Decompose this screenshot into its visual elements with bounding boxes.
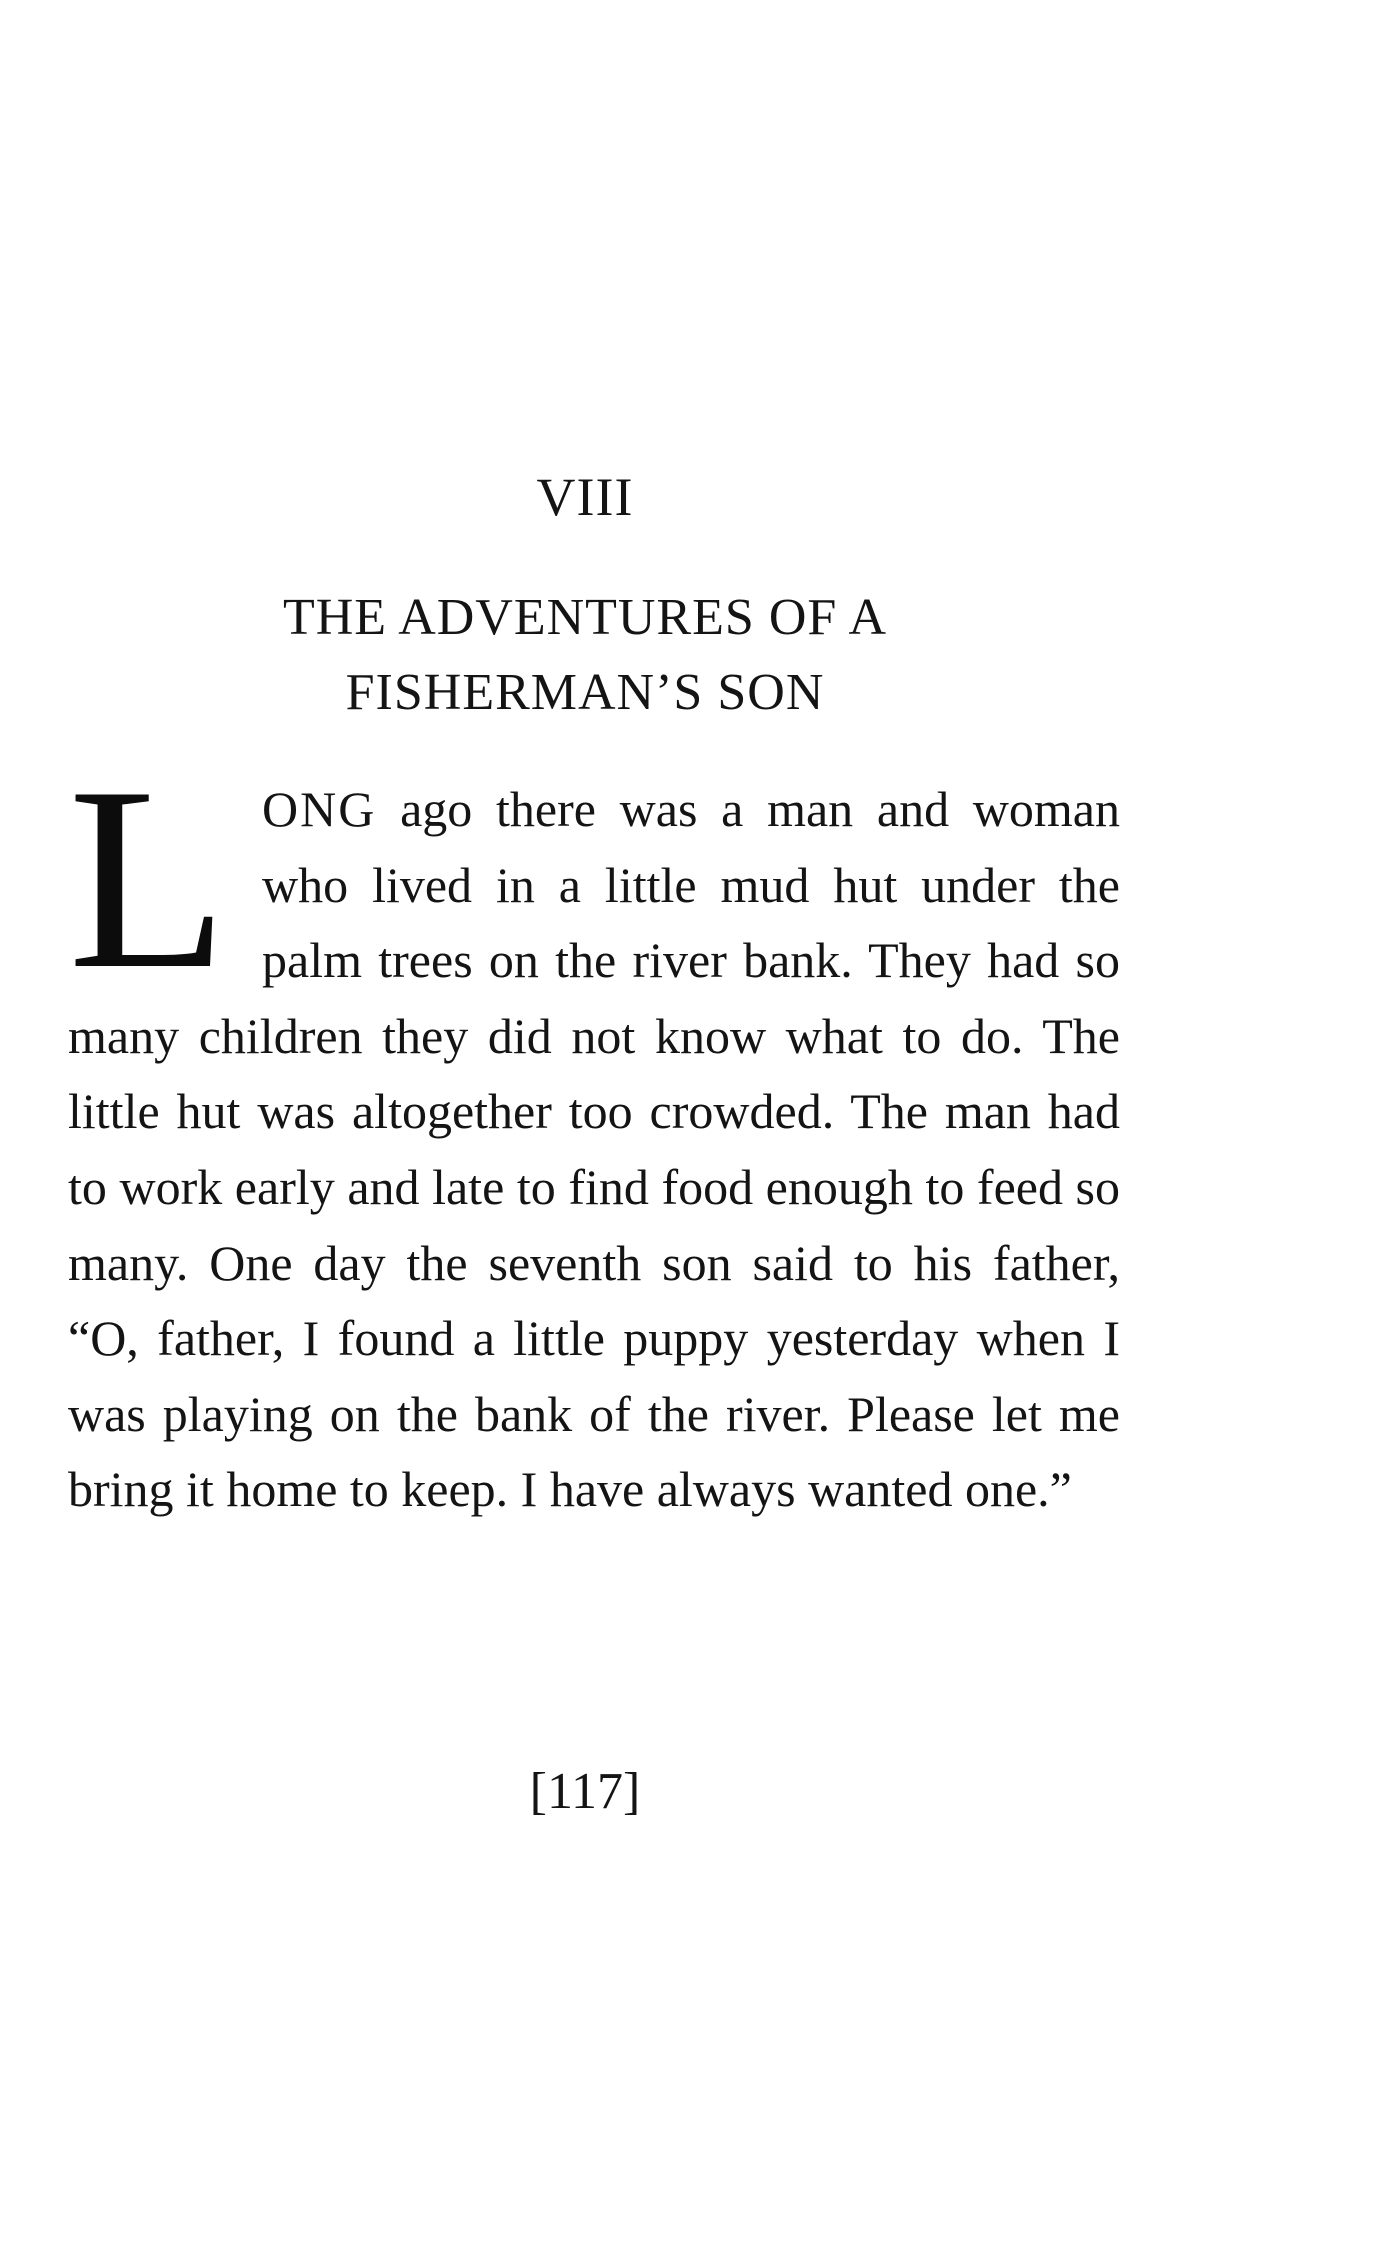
- page-number: [117]: [529, 1763, 641, 1820]
- chapter-title-line-2: FISHERMAN’S SON: [345, 664, 825, 721]
- chapter-title: [120, 580, 1050, 730]
- body-paragraph: [68, 733, 1120, 1528]
- chapter-title-line-1: THE ADVENTURES OF A: [282, 589, 888, 646]
- chapter-number: VIII: [536, 467, 634, 527]
- paragraph-text: ago there was a man and woman who lived in a little mud hut under the palm trees on the river bank. They had so many children they did not know what to do. The little hut was altogether too crowded. The man had to work early and late to find food enough to feed so many. One day the seventh son said to his father, “O, father, I found a little puppy yesterday when I was playing on the bank of the river. Please let me bring it home to keep. I have always wanted one.”: [68, 781, 1120, 1518]
- first-word-rest: ONG: [262, 781, 377, 837]
- drop-cap: L: [68, 733, 229, 1023]
